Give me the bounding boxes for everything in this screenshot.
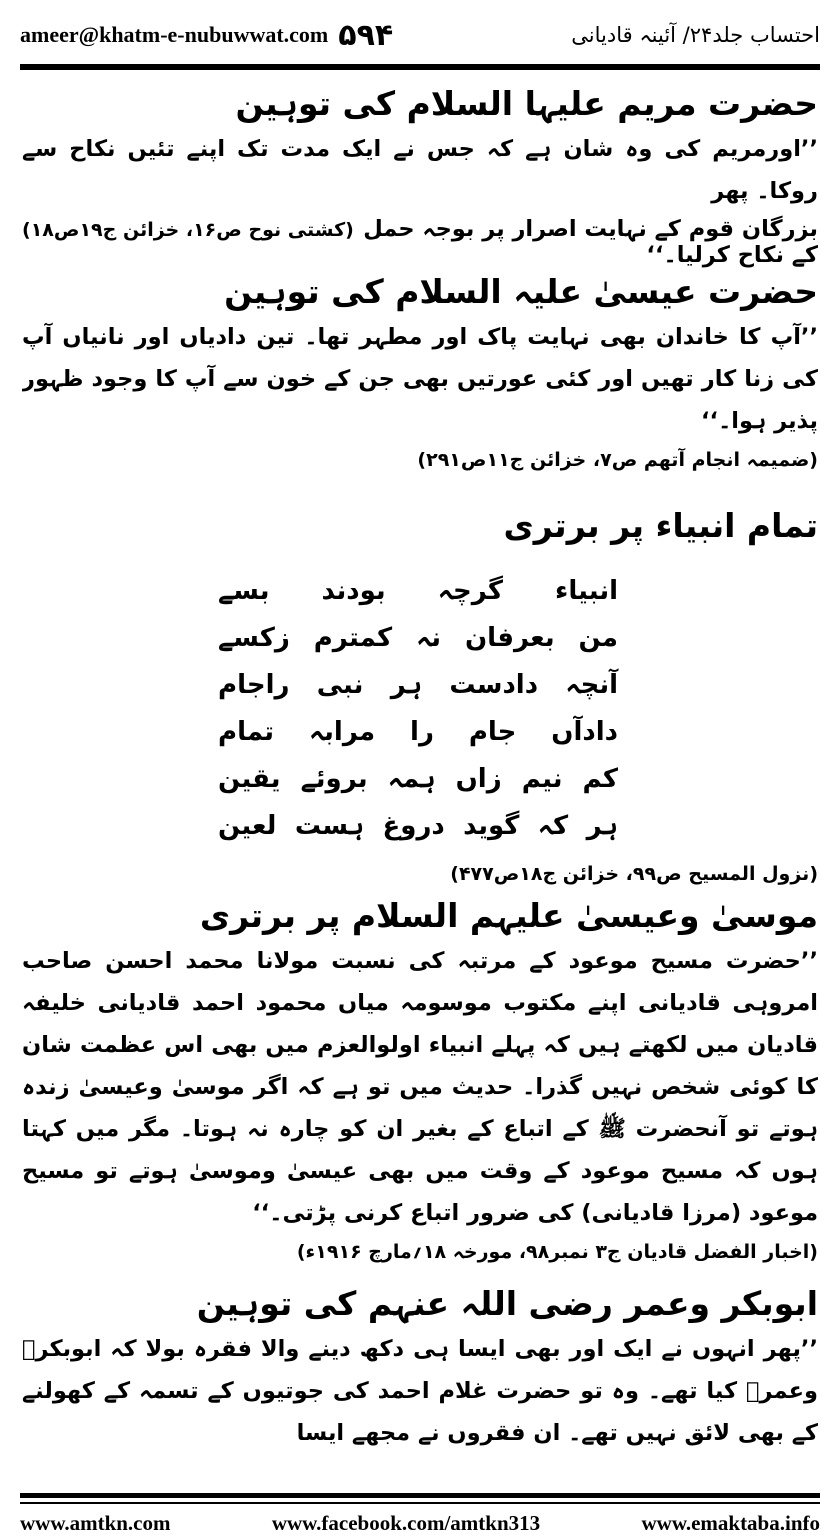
section-heading: موسیٰ وعیسیٰ علیہم السلام پر برتری bbox=[199, 896, 818, 935]
poem-line bbox=[218, 568, 618, 615]
section-heading: ابوبکر وعمر رضی اللہ عنہم کی توہین bbox=[196, 1284, 818, 1323]
footer-link-emaktaba[interactable]: www.emaktaba.info bbox=[641, 1510, 820, 1535]
poem-word: ہر bbox=[390, 670, 423, 700]
footer-link-amtkn[interactable]: www.amtkn.com bbox=[20, 1510, 171, 1535]
poem-word: گرچہ bbox=[437, 576, 503, 606]
poem-word: زکسے bbox=[218, 623, 290, 653]
poem-line bbox=[218, 756, 618, 803]
quote-paragraph: ’’حضرت مسیح موعود کے مرتبہ کی نسبت مولانا محمد احسن صاحب امروہی قادیانی اپنے مکتوب موسومہ میاں محمود احمد قادیانی خلیفہ قادیان میں لکھتے ہیں کہ پہلے انبیاء اولوالعزم میں بھی اس عظمت شان کا کوئی شخص نہیں گذرا۔ حدیث میں تو ہے کہ اگر موسیٰ وعیسیٰ زندہ ہوتے تو آنحضرت ﷺ کے اتباع کے بغیر ان کو چارہ نہ ہوتا۔ مگر میں کہتا ہوں کہ مسیح موعود کے وقت میں بھی عیسیٰ وموسیٰ ہوتے تو مسیح موعود (مرزا قادیانی) کی ضرور اتباع کرنی پڑتی۔‘‘ bbox=[22, 948, 818, 1226]
poem-word: را bbox=[410, 717, 434, 747]
quote-paragraph: ’’آپ کا خاندان بھی نہایت پاک اور مطہر تھا۔ تین دادیاں اور نانیاں آپ کی زنا کار تھیں اور کئی عورتیں بھی جن کے خون سے آپ کا وجود ظہور پذیر ہوا۔‘‘ bbox=[22, 324, 818, 434]
quote-paragraph: ’’اورمریم کی وہ شان ہے کہ جس نے ایک مدت تک اپنے تئیں نکاح سے روکا۔ پھر bbox=[22, 136, 818, 204]
poem-line bbox=[218, 803, 618, 850]
section-anbiya bbox=[22, 502, 818, 892]
poem-word: آنچہ bbox=[565, 670, 618, 700]
book-title: احتساب جلد۲۴/ آئینہ قادیانی bbox=[571, 23, 820, 47]
poem-line bbox=[218, 615, 618, 662]
poem-word: انبیاء bbox=[555, 576, 618, 606]
section-maryam bbox=[22, 80, 818, 268]
poem-word: گوید bbox=[463, 811, 520, 841]
page-content bbox=[22, 80, 818, 1460]
poem-line bbox=[218, 662, 618, 709]
poem-word: لعین bbox=[218, 811, 277, 841]
poem-word: نہ bbox=[416, 623, 442, 653]
poem-word: نیم bbox=[521, 764, 563, 794]
poem-word: کم bbox=[582, 764, 618, 794]
poem-word: کمترم bbox=[313, 623, 393, 653]
page-header bbox=[20, 10, 820, 60]
page-footer bbox=[20, 1508, 820, 1538]
poem-word: تمام bbox=[218, 717, 275, 747]
section-heading: حضرت مریم علیہا السلام کی توہین bbox=[235, 84, 818, 123]
header-left bbox=[20, 18, 393, 53]
poem-word: کہ bbox=[537, 811, 569, 841]
section-heading: حضرت عیسیٰ علیہ السلام کی توہین bbox=[224, 272, 818, 311]
poem-word: بسے bbox=[218, 576, 270, 606]
header-email[interactable]: ameer@khatm-e-nubuwwat.com bbox=[20, 22, 329, 47]
persian-poem bbox=[218, 568, 618, 850]
poem-word: زاں bbox=[455, 764, 502, 794]
poem-word: بعرفان bbox=[464, 623, 555, 653]
poem-word: ہر bbox=[586, 811, 618, 841]
header-rule bbox=[20, 64, 820, 70]
footer-link-facebook[interactable]: www.facebook.com/amtkn313 bbox=[271, 1510, 541, 1535]
poem-word: دادست bbox=[449, 670, 539, 700]
poem-word: بودند bbox=[321, 576, 386, 606]
section-abubakr-umar bbox=[22, 1280, 818, 1454]
poem-word: جام bbox=[468, 717, 517, 747]
section-isa bbox=[22, 268, 818, 478]
poem-word: من bbox=[578, 623, 618, 653]
reference: (اخبار الفضل قادیان ج۳ نمبر۹۸، مورخہ ۱۸؍مارچ ۱۹۱۶ء) bbox=[296, 1241, 818, 1263]
page-number: ۵۹۴ bbox=[338, 17, 394, 53]
section-heading: تمام انبیاء پر برتری bbox=[503, 506, 818, 545]
poem-word: دادآں bbox=[551, 717, 618, 747]
reference: (نزول المسیح ص۹۹، خزائن ج۱۸ص۴۷۷) bbox=[450, 863, 818, 885]
footer-rule-thick bbox=[20, 1493, 820, 1498]
quote-tail: بزرگان قوم کے نہایت اصرار پر بوجہ حمل کے نکاح کرلیا۔‘‘ bbox=[363, 216, 818, 268]
poem-word: ہست bbox=[294, 811, 365, 841]
poem-line bbox=[218, 709, 618, 756]
footer-rule-thin bbox=[20, 1502, 820, 1504]
poem-word: ہمہ bbox=[387, 764, 436, 794]
poem-word: راجام bbox=[218, 670, 290, 700]
poem-word: نبی bbox=[316, 670, 364, 700]
poem-word: دروغ bbox=[382, 811, 445, 841]
poem-word: یقین bbox=[218, 764, 281, 794]
section-musa-isa bbox=[22, 892, 818, 1270]
poem-word: مرابہ bbox=[308, 717, 376, 747]
reference: (کشتی نوح ص۱۶، خزائن ج۱۹ص۱۸) bbox=[22, 219, 354, 241]
poem-word: بروئے bbox=[300, 764, 368, 794]
reference: (ضمیمہ انجام آتھم ص۷، خزائن ج۱۱ص۲۹۱) bbox=[417, 449, 818, 471]
quote-paragraph: ’’پھر انہوں نے ایک اور بھی ایسا ہی دکھ دینے والا فقرہ بولا کہ ابوبکرؓ وعمرؓ کیا تھے۔ وہ تو حضرت غلام احمد کی جوتیوں کے تسمہ کے کھولنے کے بھی لائق نہیں تھے۔ ان فقروں نے مجھے ایسا bbox=[22, 1336, 818, 1446]
quote-tail-row bbox=[22, 212, 818, 268]
